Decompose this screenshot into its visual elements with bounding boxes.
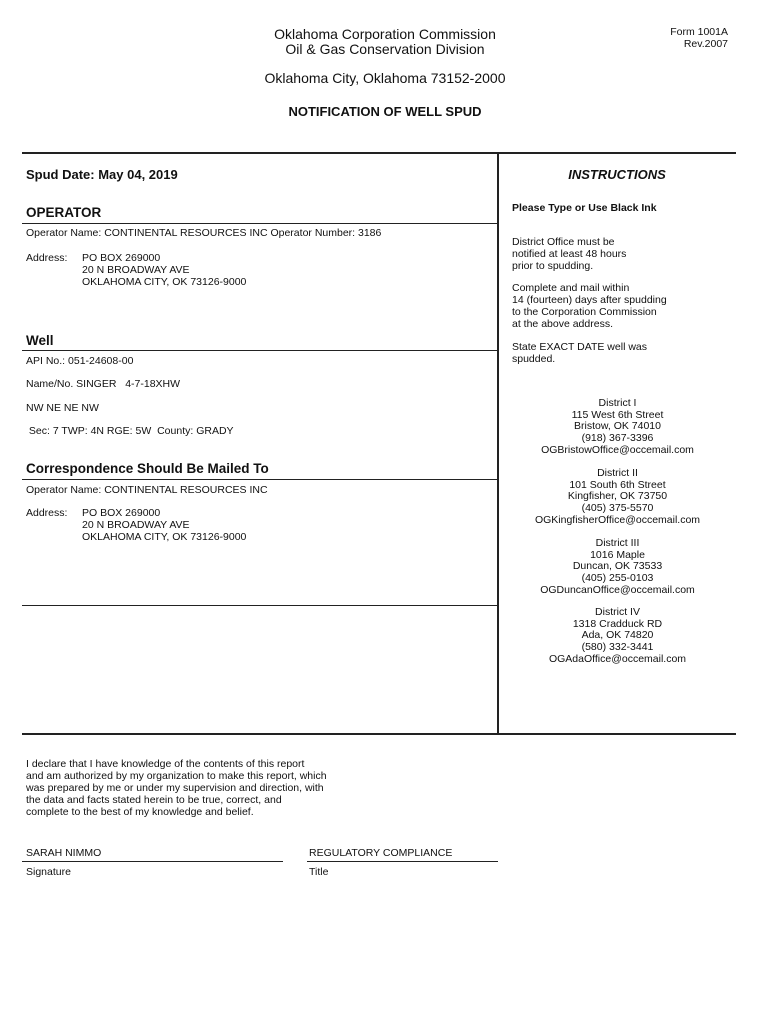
operator-address-line: 20 N BROADWAY AVE: [82, 264, 190, 276]
well-heading: Well: [26, 333, 54, 348]
correspondence-address-line: OKLAHOMA CITY, OK 73126-9000: [82, 531, 247, 543]
district-street: 101 South 6th Street: [569, 478, 666, 491]
declaration-line: was prepared by me or under my supervision and direction, with: [26, 782, 324, 794]
declaration-line: complete to the best of my knowledge and belief.: [26, 806, 254, 818]
correspondence-address-label: Address:: [26, 507, 68, 519]
operator-rule: [22, 223, 498, 224]
district-email: OGDuncanOffice@occemail.com: [540, 583, 695, 596]
instructions-ink: Please Type or Use Black Ink: [512, 202, 657, 214]
district-phone: (918) 367-3396: [581, 432, 654, 445]
form-number: Form 1001A: [670, 26, 728, 38]
district-city: Duncan, OK 73533: [572, 560, 663, 573]
instruction-line: Complete and mail within: [512, 282, 630, 294]
instruction-line: notified at least 48 hours: [512, 248, 627, 260]
agency-name: Oklahoma Corporation Commission: [274, 26, 496, 42]
title-caption: Title: [309, 866, 329, 878]
district-name: District IV: [595, 606, 640, 618]
district-block: [500, 398, 735, 457]
instructions-para-3: [512, 341, 732, 365]
division-name: Oil & Gas Conservation Division: [285, 41, 485, 57]
instruction-line: at the above address.: [512, 318, 613, 330]
form-revision: Rev.2007: [683, 38, 728, 50]
agency-city: Oklahoma City, Oklahoma 73152-2000: [264, 70, 506, 86]
instruction-line: State EXACT DATE well was: [512, 341, 647, 353]
correspondence-name-line: Operator Name: CONTINENTAL RESOURCES INC: [26, 484, 268, 496]
instructions-para-1: [512, 236, 732, 272]
correspondence-heading: Correspondence Should Be Mailed To: [26, 461, 269, 476]
well-location: Sec: 7 TWP: 4N RGE: 5W County: GRADY: [26, 425, 234, 437]
district-name: District II: [597, 467, 638, 479]
instructions-heading: INSTRUCTIONS: [568, 167, 666, 182]
correspondence-address-line: PO BOX 269000: [82, 507, 161, 519]
instruction-line: to the Corporation Commission: [512, 306, 657, 318]
spud-date: Spud Date: May 04, 2019: [26, 167, 178, 182]
signature-rule: [22, 861, 283, 862]
operator-address-line: OKLAHOMA CITY, OK 73126-9000: [82, 276, 247, 288]
correspondence-end-rule: [22, 605, 498, 606]
column-divider: [497, 152, 499, 734]
instruction-line: prior to spudding.: [512, 260, 594, 272]
district-street: 1016 Maple: [590, 548, 645, 561]
declaration-line: I declare that I have knowledge of the contents of this report: [26, 758, 305, 770]
top-rule: [22, 152, 736, 154]
instructions-para-2: [512, 282, 732, 330]
bottom-rule: [22, 733, 736, 735]
district-name: District III: [595, 537, 640, 549]
district-email: OGBristowOffice@occemail.com: [541, 443, 694, 456]
district-street: 115 West 6th Street: [571, 408, 664, 421]
correspondence-rule: [22, 479, 498, 480]
well-quarters: NW NE NE NW: [26, 402, 99, 414]
operator-address-label: Address:: [26, 252, 68, 264]
operator-heading: OPERATOR: [26, 205, 102, 220]
form-title: NOTIFICATION OF WELL SPUD: [288, 104, 482, 119]
district-phone: (405) 375-5570: [581, 502, 654, 515]
well-name-no: Name/No. SINGER 4-7-18XHW: [26, 378, 181, 390]
correspondence-address-line: 20 N BROADWAY AVE: [82, 519, 190, 531]
district-name: District I: [598, 397, 637, 409]
district-block: [500, 468, 735, 527]
operator-name-line: Operator Name: CONTINENTAL RESOURCES INC Operator Number: 3186: [26, 227, 382, 239]
district-phone: (580) 332-3441: [581, 641, 654, 654]
instruction-line: 14 (fourteen) days after spudding: [512, 294, 667, 306]
declaration-text: [26, 758, 327, 818]
district-email: OGAdaOffice@occemail.com: [548, 652, 687, 665]
district-city: Bristow, OK 74010: [574, 420, 661, 433]
instruction-line: District Office must be: [512, 236, 615, 248]
district-city: Ada, OK 74820: [581, 629, 654, 642]
well-rule: [22, 350, 498, 351]
district-street: 1318 Cradduck RD: [572, 617, 663, 630]
operator-address: [82, 252, 246, 288]
title-value: REGULATORY COMPLIANCE: [309, 847, 453, 859]
title-rule: [307, 861, 498, 862]
instruction-line: spudded.: [512, 353, 556, 365]
declaration-line: and am authorized by my organization to make this report, which: [26, 770, 327, 782]
district-block: [500, 538, 735, 597]
declaration-line: the data and facts stated herein to be true, correct, and: [26, 794, 282, 806]
district-city: Kingfisher, OK 73750: [567, 490, 668, 503]
well-api: API No.: 051-24608-00: [26, 355, 134, 367]
operator-address-line: PO BOX 269000: [82, 252, 161, 264]
correspondence-address: [82, 507, 246, 543]
signature-caption: Signature: [26, 866, 71, 878]
district-phone: (405) 255-0103: [581, 572, 654, 585]
district-block: [500, 607, 735, 666]
form-number-block: [670, 26, 728, 50]
signature-name: SARAH NIMMO: [26, 847, 102, 859]
district-email: OGKingfisherOffice@occemail.com: [534, 513, 701, 526]
